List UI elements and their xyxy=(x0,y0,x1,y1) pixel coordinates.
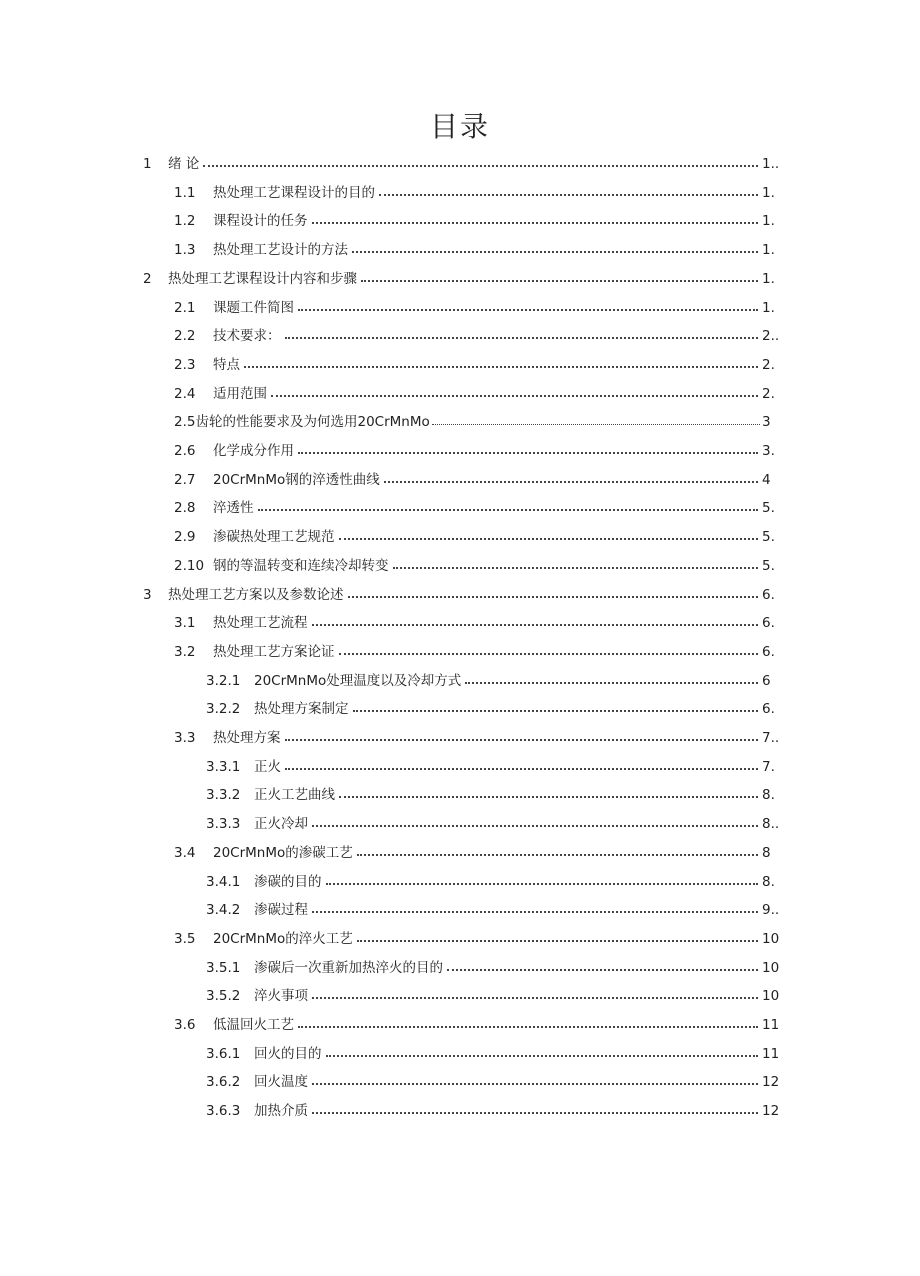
toc-entry-number: 3.2 xyxy=(174,643,196,660)
dot-leader xyxy=(379,194,758,196)
toc-entry[interactable] xyxy=(206,866,780,890)
toc-entry-title: 课程设计的任务 xyxy=(213,213,308,230)
toc-entry-page: 5. xyxy=(762,500,775,517)
toc-entry-page: 6. xyxy=(762,701,775,718)
toc-entry-number: 3.3.1 xyxy=(206,758,241,775)
dot-leader xyxy=(244,366,758,368)
toc-entry-number: 3.3 xyxy=(174,730,196,746)
dot-leader xyxy=(326,883,759,885)
toc-entry[interactable] xyxy=(206,980,780,1004)
toc-entry[interactable] xyxy=(174,378,780,402)
toc-entry-title: 技术要求： xyxy=(213,328,281,345)
toc-entry-number: 3.1 xyxy=(174,615,196,632)
dot-leader xyxy=(339,538,759,540)
toc-entry-title: 加热介质 xyxy=(254,1103,308,1120)
dot-leader xyxy=(203,165,758,167)
dot-leader xyxy=(298,309,758,311)
toc-entry-page: 1. xyxy=(762,213,775,230)
dot-leader xyxy=(312,997,758,999)
toc-entry[interactable] xyxy=(174,550,780,574)
toc-entry[interactable] xyxy=(174,923,780,947)
toc-entry[interactable] xyxy=(174,177,780,201)
toc-entry-title: 渗碳后一次重新加热淬火的目的 xyxy=(254,959,443,976)
toc-entry-page: 11 xyxy=(762,1045,780,1062)
toc-entry-number: 3.3.3 xyxy=(206,816,241,833)
toc-entry-page: 6. xyxy=(762,586,775,603)
toc-entry-page: 12 xyxy=(762,1074,780,1091)
toc-entry[interactable] xyxy=(143,263,780,287)
toc-entry-page: 8 xyxy=(762,844,771,861)
toc-entry-number: 3 xyxy=(143,586,152,603)
toc-entry-number: 2.3 xyxy=(174,356,196,373)
toc-entry[interactable] xyxy=(174,492,780,516)
toc-entry-title: 热处理工艺课程设计的目的 xyxy=(213,184,375,201)
dot-leader xyxy=(339,796,758,798)
toc-entry-number: 3.6.3 xyxy=(206,1103,241,1120)
toc-entry-number: 3.4 xyxy=(174,844,196,861)
dot-leader xyxy=(353,710,759,712)
toc-entry-title: 回火温度 xyxy=(254,1074,308,1091)
toc-entry-title: 齿轮的性能要求及为何选用20CrMnMo xyxy=(195,414,430,431)
toc-entry-number: 2.1 xyxy=(174,299,196,316)
toc-entry[interactable] xyxy=(174,636,780,660)
dot-leader xyxy=(285,768,758,770)
toc-entry-number: 3.6 xyxy=(174,1017,196,1033)
toc-entry-number: 3.2.1 xyxy=(206,672,241,689)
dot-leader xyxy=(357,940,758,942)
toc-entry[interactable] xyxy=(174,234,780,258)
toc-entry-number: 1.1 xyxy=(174,184,196,201)
toc-entry[interactable] xyxy=(143,579,780,603)
toc-entry-number: 2.7 xyxy=(174,471,196,488)
toc-entry[interactable] xyxy=(174,607,780,631)
toc-entry[interactable] xyxy=(206,1095,780,1119)
dot-leader xyxy=(285,739,759,741)
toc-entry-number: 1.2 xyxy=(174,213,196,230)
toc-entry-title: 渗碳过程 xyxy=(254,902,308,919)
toc-entry-number: 3.6.1 xyxy=(206,1045,241,1062)
toc-entry-number: 3.5.2 xyxy=(206,988,241,1005)
toc-entry-title: 热处理工艺方案论证 xyxy=(213,643,335,660)
toc-entry-page: 7. xyxy=(762,758,775,775)
toc-entry-title: 渗碳热处理工艺规范 xyxy=(213,529,335,546)
toc-entry-page: 1. xyxy=(762,184,775,201)
toc-entry-page: 7.. xyxy=(762,730,780,746)
toc-entry[interactable] xyxy=(206,751,780,775)
toc-entry-page: 5. xyxy=(762,529,775,546)
toc-entry-title: 20CrMnMo钢的淬透性曲线 xyxy=(213,471,380,488)
toc-entry[interactable] xyxy=(206,693,780,717)
toc-entry-title: 热处理工艺流程 xyxy=(213,615,308,632)
toc-entry-title: 热处理方案制定 xyxy=(254,701,349,718)
toc-entry-number: 1 xyxy=(143,156,152,172)
toc-entry-title: 热处理工艺方案以及参数论述 xyxy=(168,586,344,603)
toc-entry-number: 1.3 xyxy=(174,242,196,259)
dot-leader xyxy=(357,854,758,856)
toc-entry-title: 20CrMnMo的淬火工艺 xyxy=(213,930,353,947)
toc-entry-title: 正火冷却 xyxy=(254,816,308,833)
toc-entry-number: 2 xyxy=(143,270,152,287)
dot-leader xyxy=(271,395,758,397)
dot-leader xyxy=(432,424,760,425)
toc-entry-number: 3.6.2 xyxy=(206,1074,241,1091)
toc-entry[interactable] xyxy=(174,435,780,459)
toc-entry[interactable] xyxy=(206,952,780,976)
toc-entry[interactable] xyxy=(174,837,780,861)
toc-entry-page: 1. xyxy=(762,270,775,287)
toc-entry-page: 1. xyxy=(762,242,775,259)
toc-entry-title: 绪 论 xyxy=(168,156,200,172)
dot-leader xyxy=(348,596,759,598)
toc-entry[interactable] xyxy=(143,148,780,172)
toc-entry-title: 20CrMnMo的渗碳工艺 xyxy=(213,844,353,861)
toc-entry-title: 化学成分作用 xyxy=(213,443,294,459)
toc-entry-title: 钢的等温转变和连续冷却转变 xyxy=(213,557,389,574)
toc-entry-page: 2.. xyxy=(762,328,780,345)
toc-entry-title: 正火工艺曲线 xyxy=(254,787,335,804)
dot-leader xyxy=(393,567,759,569)
toc-entry-page: 12 xyxy=(762,1103,780,1120)
toc-entry-title: 淬火事项 xyxy=(254,988,308,1005)
toc-entry-page: 8.. xyxy=(762,816,780,833)
toc-entry[interactable] xyxy=(174,521,780,545)
toc-entry-page: 6. xyxy=(762,615,775,632)
toc-entry[interactable] xyxy=(174,292,780,316)
toc-entry-page: 1.. xyxy=(762,156,780,172)
toc-entry-page: 10 xyxy=(762,959,780,976)
toc-entry-page: 3. xyxy=(762,443,775,459)
dot-leader xyxy=(312,222,759,224)
toc-entry-number: 3.5.1 xyxy=(206,959,241,976)
dot-leader xyxy=(312,825,758,827)
toc-entry-title: 热处理工艺课程设计内容和步骤 xyxy=(168,270,357,287)
toc-entry-page: 6. xyxy=(762,643,775,660)
toc-entry-number: 2.10 xyxy=(174,557,205,574)
toc-entry-number: 2.6 xyxy=(174,443,196,459)
dot-leader xyxy=(326,1055,759,1057)
toc-entry-title: 课题工件简图 xyxy=(213,299,294,316)
toc-entry-title: 20CrMnMo处理温度以及冷却方式 xyxy=(254,672,462,689)
toc-entry-page: 2. xyxy=(762,385,775,402)
toc-entry-number: 2.2 xyxy=(174,328,196,345)
dot-leader xyxy=(285,337,759,339)
toc-entry[interactable] xyxy=(174,205,780,229)
toc-entry-title: 适用范围 xyxy=(213,385,267,402)
toc-entry-number: 3.4.1 xyxy=(206,873,241,890)
toc-entry-page: 4 xyxy=(762,471,771,488)
toc-entry[interactable] xyxy=(174,464,780,488)
toc-entry-number: 2.4 xyxy=(174,385,196,402)
toc-entry-page: 3 xyxy=(762,414,771,431)
toc-entry-page: 9.. xyxy=(762,902,780,919)
toc-entry-page: 1. xyxy=(762,299,775,316)
dot-leader xyxy=(312,1083,758,1085)
toc-entry-title: 特点 xyxy=(213,356,240,373)
dot-leader xyxy=(352,251,758,253)
toc-entry-number: 2.8 xyxy=(174,500,196,517)
page-title: 目录 xyxy=(429,109,490,143)
dot-leader xyxy=(465,682,758,684)
toc-entry[interactable] xyxy=(174,320,780,344)
toc-entry-number: 3.2.2 xyxy=(206,701,241,718)
toc-entry-page: 10 xyxy=(762,988,780,1005)
toc-entry-title: 淬透性 xyxy=(213,500,254,517)
toc-entry-page: 8. xyxy=(762,873,775,890)
toc-entry[interactable] xyxy=(174,406,780,430)
dot-leader xyxy=(258,509,759,511)
toc-entry-page: 11 xyxy=(762,1017,780,1033)
toc-entry[interactable] xyxy=(206,808,780,832)
dot-leader xyxy=(298,452,758,454)
toc-entry-page: 5. xyxy=(762,557,775,574)
toc-entry[interactable] xyxy=(174,349,780,373)
dot-leader xyxy=(298,1026,758,1028)
toc-entry-page: 8. xyxy=(762,787,775,804)
dot-leader xyxy=(339,653,759,655)
toc-entry-number: 3.5 xyxy=(174,930,196,947)
toc-entry[interactable] xyxy=(174,1009,780,1033)
toc-entry[interactable] xyxy=(206,779,780,803)
toc-entry[interactable] xyxy=(174,722,780,746)
toc-entry-page: 2. xyxy=(762,356,775,373)
toc-entry[interactable] xyxy=(206,1038,780,1062)
toc-entry-title: 热处理方案 xyxy=(213,730,281,746)
toc-entry-number: 3.4.2 xyxy=(206,902,241,919)
toc-entry-number: 3.3.2 xyxy=(206,787,241,804)
toc-entry-title: 渗碳的目的 xyxy=(254,873,322,890)
toc-entry-title: 正火 xyxy=(254,758,281,775)
dot-leader xyxy=(361,280,758,282)
dot-leader xyxy=(312,624,759,626)
toc-entry-page: 6 xyxy=(762,672,771,689)
toc-entry-number: 2.9 xyxy=(174,529,196,546)
toc-entry[interactable] xyxy=(206,665,780,689)
toc-entry-title: 热处理工艺设计的方法 xyxy=(213,242,348,259)
dot-leader xyxy=(312,911,758,913)
dot-leader xyxy=(384,481,758,483)
toc-entry[interactable] xyxy=(206,894,780,918)
toc-entry[interactable] xyxy=(206,1066,780,1090)
toc-entry-page: 10 xyxy=(762,930,780,947)
toc-entry-number: 2.5 xyxy=(174,414,196,431)
toc-entry-title: 回火的目的 xyxy=(254,1045,322,1062)
dot-leader xyxy=(447,969,758,971)
dot-leader xyxy=(312,1112,758,1114)
toc-entry-title: 低温回火工艺 xyxy=(213,1017,294,1033)
